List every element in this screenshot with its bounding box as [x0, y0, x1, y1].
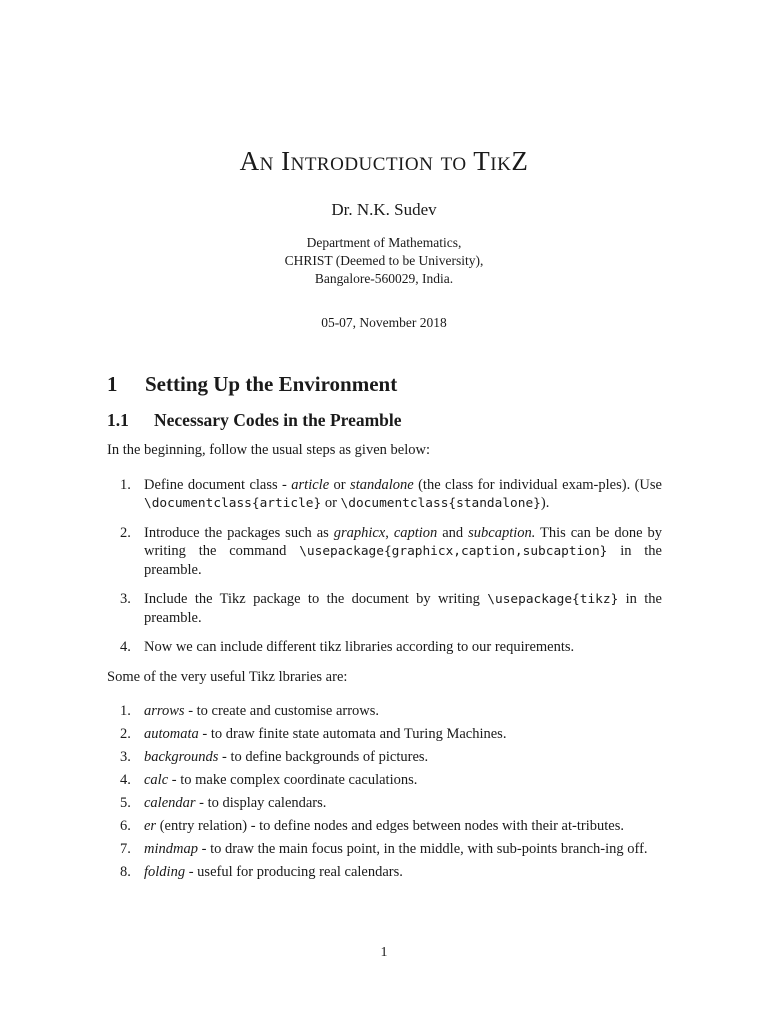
library-name: arrows: [144, 703, 185, 719]
section-heading: [107, 372, 397, 397]
list-number: 5.: [120, 795, 131, 811]
list-number: 7.: [120, 841, 131, 857]
section-title: Setting Up the Environment: [145, 372, 398, 396]
text: or: [321, 495, 341, 511]
library-name: er: [144, 818, 157, 834]
libraries-list: [107, 702, 662, 881]
code-snippet: \usepackage{graphicx,caption,subcaption}: [299, 544, 608, 559]
italic-term: standalone: [350, 477, 414, 493]
list-item: [107, 863, 662, 881]
setup-steps-list: [107, 476, 662, 656]
text: Define document class -: [144, 477, 292, 493]
library-name: calc: [144, 772, 169, 788]
library-description: (entry relation) - to define nodes and edges between nodes with their at-tributes.: [156, 818, 624, 834]
italic-term: graphicx: [333, 525, 386, 541]
list-item: [107, 590, 662, 627]
subsection-title: Necessary Codes in the Preamble: [154, 410, 402, 430]
text: and: [437, 525, 469, 541]
library-name: automata: [144, 726, 199, 742]
text: or: [329, 477, 351, 493]
italic-term: caption: [393, 525, 438, 541]
library-name: calendar: [144, 795, 196, 811]
text: ).: [540, 495, 550, 511]
document-title: An Introduction to TikZ: [239, 146, 529, 176]
code-snippet: \documentclass{standalone}: [340, 496, 541, 511]
list-number: 8.: [120, 864, 131, 880]
list-number: 6.: [120, 818, 131, 834]
library-description: - to create and customise arrows.: [184, 703, 380, 719]
text: in the preamble.: [144, 543, 662, 578]
text: Introduce the packages such as: [144, 525, 334, 541]
list-item: [107, 476, 662, 513]
author-name: Dr. N.K. Sudev: [331, 200, 437, 219]
library-name: backgrounds: [144, 749, 219, 765]
list-item: [107, 771, 662, 789]
list-item: [107, 748, 662, 766]
list-number: 4.: [120, 639, 131, 655]
list-number: 1.: [120, 703, 131, 719]
library-name: folding: [144, 864, 186, 880]
list-number: 4.: [120, 772, 131, 788]
affiliation-block: [0, 234, 768, 288]
list-item: [107, 840, 662, 858]
library-name: mindmap: [144, 841, 198, 857]
library-description: - to display calendars.: [195, 795, 327, 811]
library-description: - to draw finite state automata and Turing Machines.: [198, 726, 507, 742]
italic-term: subcaption.: [468, 525, 536, 541]
library-description: - to make complex coordinate caculations.: [168, 772, 418, 788]
document-date: 05-07, November 2018: [321, 315, 447, 330]
text: Include the Tikz package to the document by writing: [144, 591, 488, 607]
subsection-number: 1.1: [107, 410, 129, 430]
list-item: [107, 817, 662, 835]
list-item: [107, 702, 662, 720]
text: (the class for individual exam-ples). (Use: [413, 477, 662, 493]
list-number: 1.: [120, 477, 131, 493]
subsection-heading: [107, 410, 402, 431]
list-item: [107, 794, 662, 812]
library-description: - to draw the main focus point, in the middle, with sub-points branch-ing off.: [197, 841, 648, 857]
list-number: 3.: [120, 591, 131, 607]
text: ,: [385, 525, 394, 541]
affiliation-line: CHRIST (Deemed to be University),: [284, 253, 484, 268]
section-number: 1: [107, 372, 118, 396]
list-number: 3.: [120, 749, 131, 765]
code-snippet: \documentclass{article}: [144, 496, 322, 511]
affiliation-line: Department of Mathematics,: [306, 235, 462, 250]
list-item: [107, 638, 662, 656]
list-number: 2.: [120, 525, 131, 541]
italic-term: article: [291, 477, 330, 493]
library-description: - to define backgrounds of pictures.: [218, 749, 429, 765]
intro-paragraph: In the beginning, follow the usual steps as given below:: [107, 442, 430, 458]
text: Now we can include different tikz libraries according to our requirements.: [144, 639, 575, 655]
page-number: 1: [380, 945, 388, 960]
list-number: 2.: [120, 726, 131, 742]
affiliation-line: Bangalore-560029, India.: [314, 271, 454, 286]
list-item: [107, 524, 662, 579]
library-description: - useful for producing real calendars.: [185, 864, 403, 880]
libraries-intro-paragraph: Some of the very useful Tikz lbraries are:: [107, 669, 348, 685]
code-snippet: \usepackage{tikz}: [487, 592, 619, 607]
text: in the preamble.: [144, 591, 662, 626]
list-item: [107, 725, 662, 743]
text: This can be done by writing the command: [144, 525, 663, 559]
